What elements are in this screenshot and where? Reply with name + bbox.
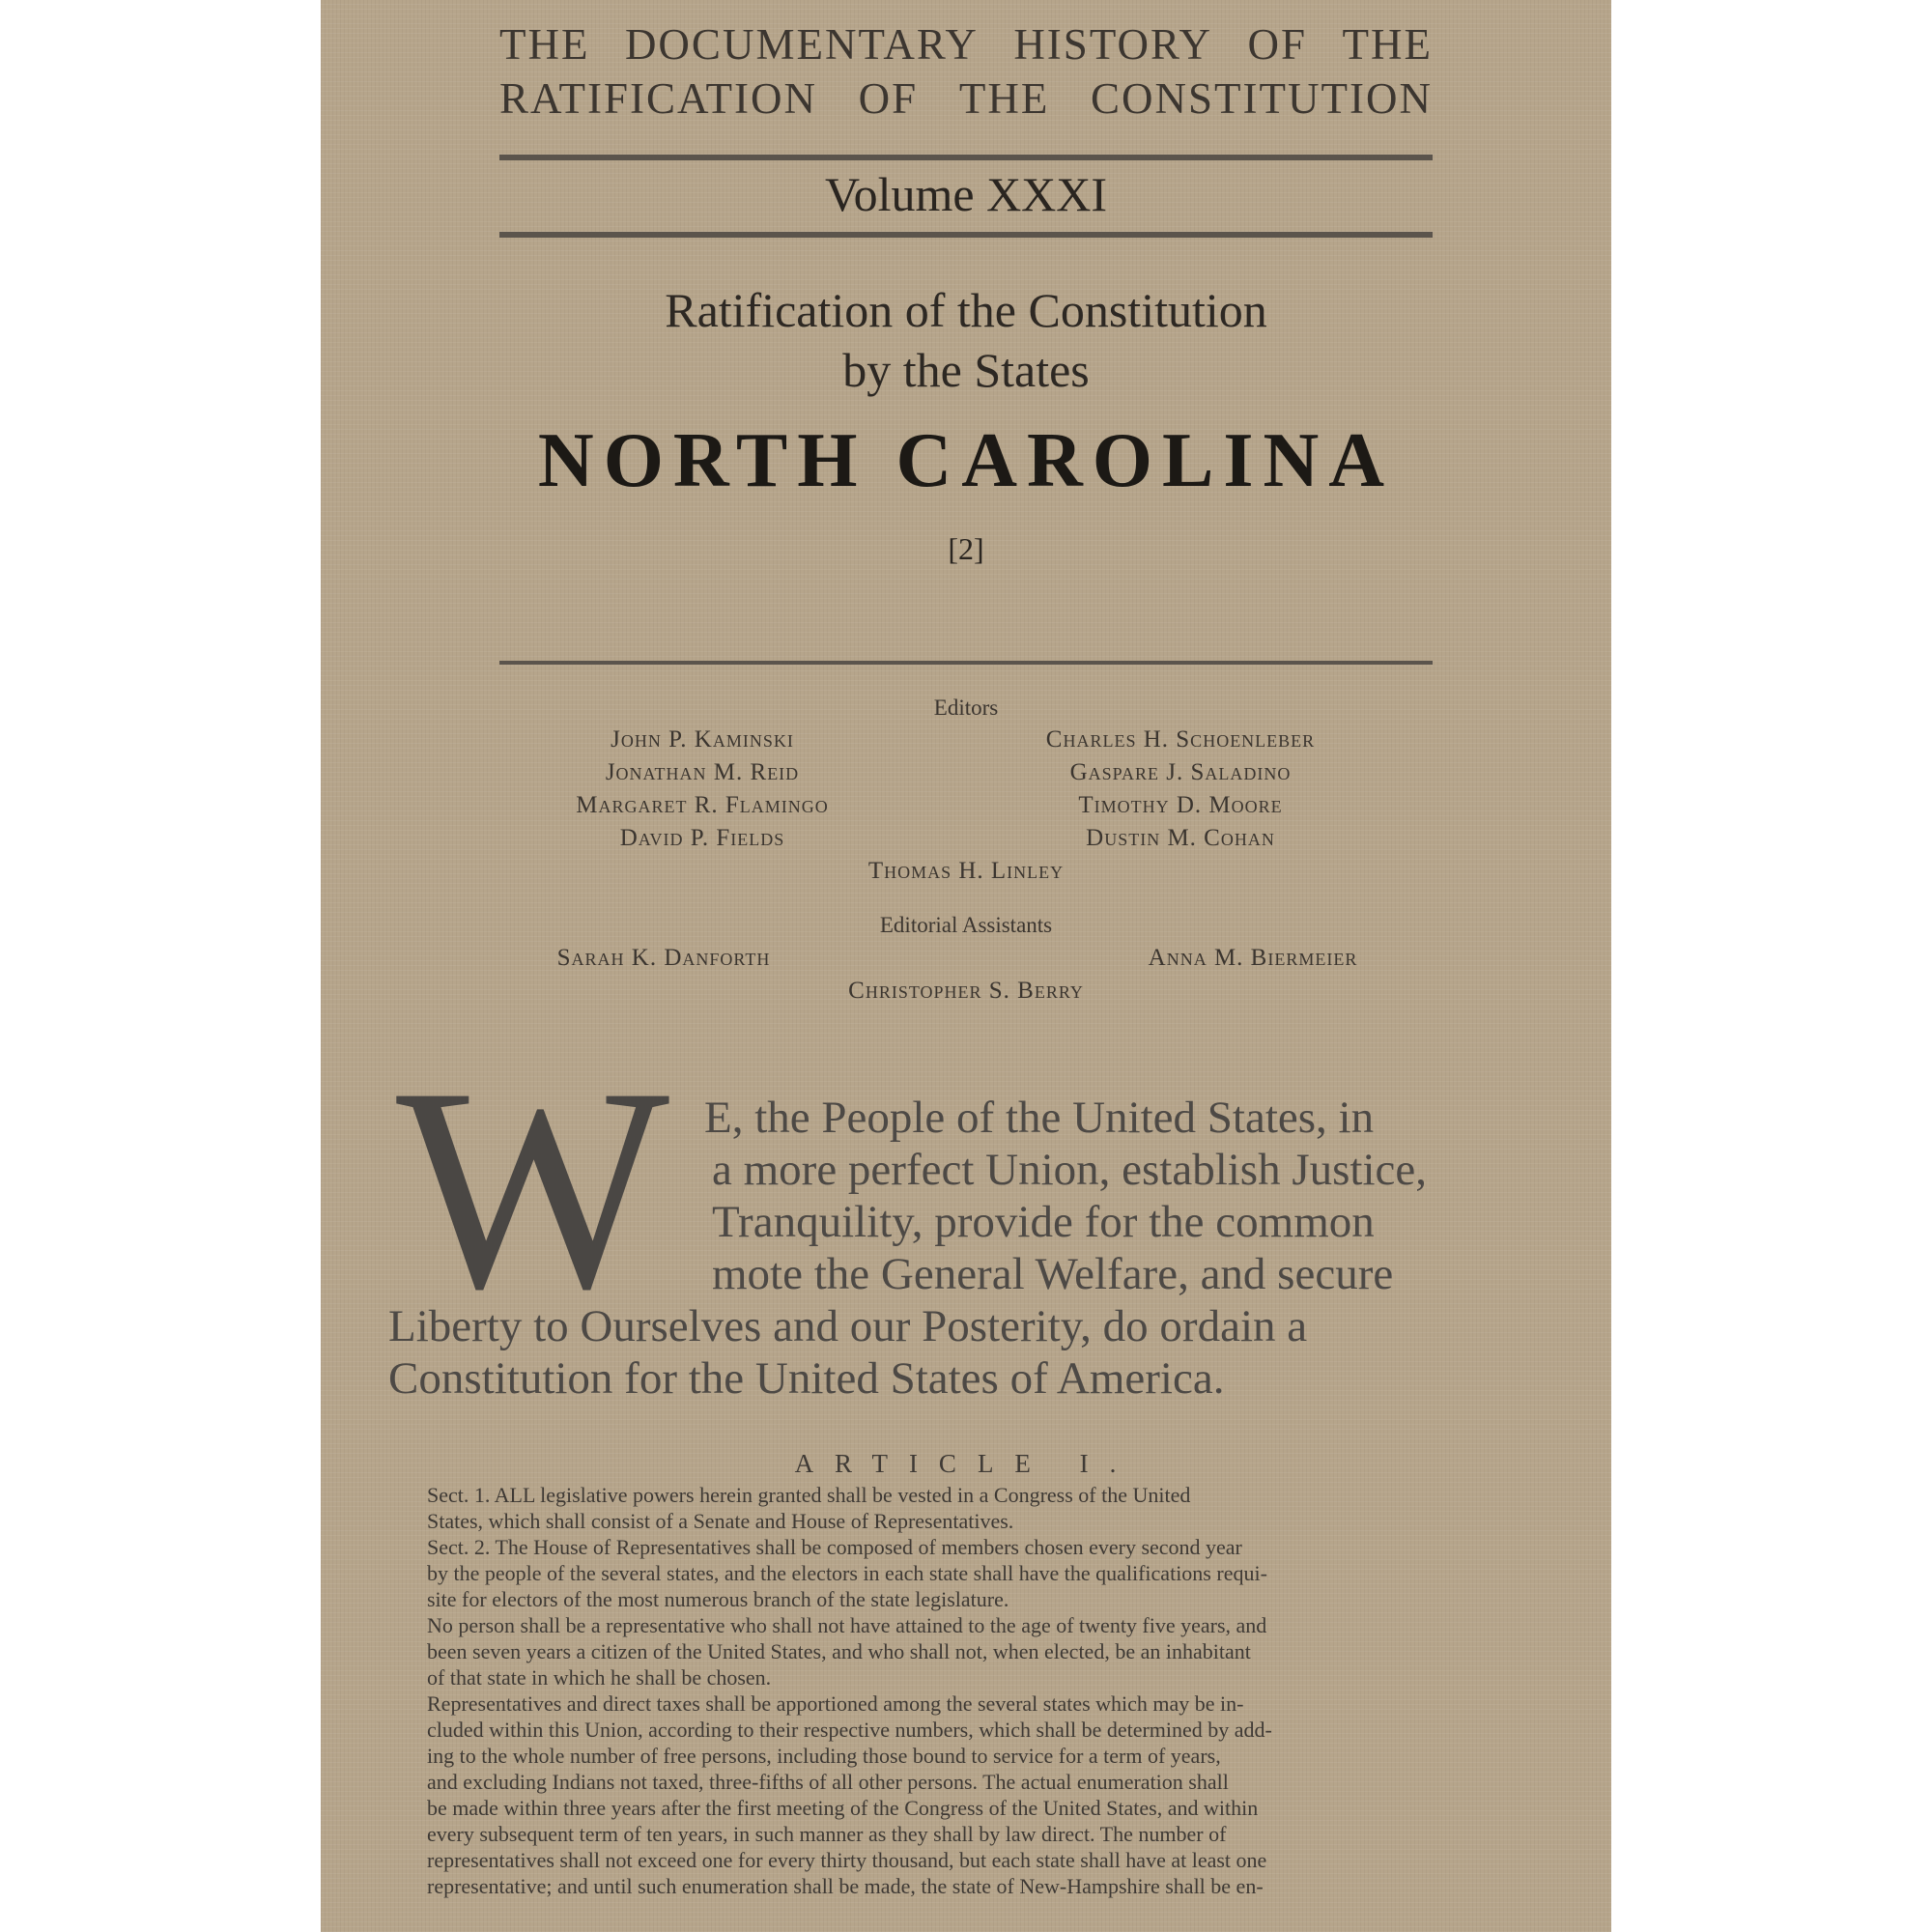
editor-left-4: David P. Fields — [619, 825, 785, 851]
editor-left-1: John P. Kaminski — [611, 726, 794, 753]
preamble-line-1: E, the People of the United States, in — [704, 1093, 1375, 1143]
article-line-13: be made within three years after the first meeting of the Congress of the United States, and within — [427, 1796, 1259, 1820]
editor-left-2: Jonathan M. Reid — [605, 759, 800, 785]
preamble-drop-cap: W — [396, 1028, 670, 1349]
preamble-line-6: Constitution for the United States of America. — [388, 1353, 1225, 1404]
assistant-left: Sarah K. Danforth — [556, 945, 771, 971]
article-line-1: Sect. 1. ALL legislative powers herein granted shall be vested in a Congress of the United — [427, 1483, 1191, 1507]
preamble-line-5: Liberty to Ourselves and our Posterity, do ordain a — [388, 1301, 1308, 1351]
article-line-6: No person shall be a representative who shall not have attained to the age of twenty five years, and — [427, 1613, 1267, 1637]
article-line-7: been seven years a citizen of the United States, and who shall not, when elected, be an inhabitant — [427, 1639, 1251, 1663]
editor-right-3: Timothy D. Moore — [1078, 792, 1283, 818]
article-line-10: cluded within this Union, according to their respective numbers, which shall be determined by add- — [427, 1718, 1272, 1742]
assistant-right: Anna M. Biermeier — [1148, 945, 1358, 971]
editor-center: Thomas H. Linley — [867, 858, 1065, 884]
article-line-2: States, which shall consist of a Senate and House of Representatives. — [427, 1509, 1014, 1533]
state-title: NORTH CAROLINA — [537, 418, 1395, 503]
divider-volume — [499, 232, 1433, 238]
divider-top — [499, 155, 1433, 160]
assistant-center: Christopher S. Berry — [848, 978, 1084, 1004]
article-line-16: representative; and until such enumeration shall be made, the state of New-Hampshire shall be en- — [427, 1874, 1264, 1898]
editors-label: Editors — [933, 696, 999, 720]
subtitle-line-1: Ratification of the Constitution — [665, 283, 1267, 337]
article-line-15: representatives shall not exceed one for every thirty thousand, but each state shall have at least one — [427, 1848, 1267, 1872]
series-title-line-2: RATIFICATION OF THE CONSTITUTION — [499, 74, 1433, 123]
volume-number: Volume XXXI — [824, 167, 1108, 221]
article-line-12: and excluding Indians not taxed, three-fifths of all other persons. The actual enumeration shall — [427, 1770, 1229, 1794]
editor-right-1: Charles H. Schoenleber — [1045, 726, 1316, 753]
preamble-line-2: a more perfect Union, establish Justice, — [712, 1145, 1428, 1195]
article-line-3: Sect. 2. The House of Representatives shall be composed of members chosen every second year — [427, 1535, 1242, 1559]
article-line-14: every subsequent term of ten years, in such manner as they shall by law direct. The number of — [427, 1822, 1227, 1846]
part-number: [2] — [948, 531, 984, 566]
preamble-line-4: mote the General Welfare, and secure — [712, 1249, 1394, 1299]
editor-right-2: Gaspare J. Saladino — [1069, 759, 1292, 785]
preamble-line-3: Tranquility, provide for the common — [712, 1197, 1375, 1247]
series-title-line-1: THE DOCUMENTARY HISTORY OF THE — [499, 20, 1433, 69]
article-heading: ARTICLE I. — [794, 1449, 1138, 1478]
assistants-label: Editorial Assistants — [879, 913, 1053, 937]
article-line-9: Representatives and direct taxes shall be apportioned among the several states which may be in- — [427, 1691, 1244, 1716]
subtitle-line-2: by the States — [842, 343, 1090, 397]
article-line-4: by the people of the several states, and the electors in each state shall have the qualifications requi- — [427, 1561, 1267, 1585]
subtitle — [499, 280, 1433, 400]
book-cover — [321, 0, 1611, 1932]
editor-right-4: Dustin M. Cohan — [1086, 825, 1275, 851]
article-line-11: ing to the whole number of free persons, including those bound to service for a term of years, — [427, 1744, 1221, 1768]
series-title — [499, 17, 1433, 126]
editor-left-3: Margaret R. Flamingo — [576, 792, 829, 818]
article-line-5: site for electors of the most numerous branch of the state legislature. — [427, 1587, 1009, 1611]
divider-editors — [499, 661, 1433, 665]
article-line-8: of that state in which he shall be chosen. — [427, 1665, 772, 1690]
